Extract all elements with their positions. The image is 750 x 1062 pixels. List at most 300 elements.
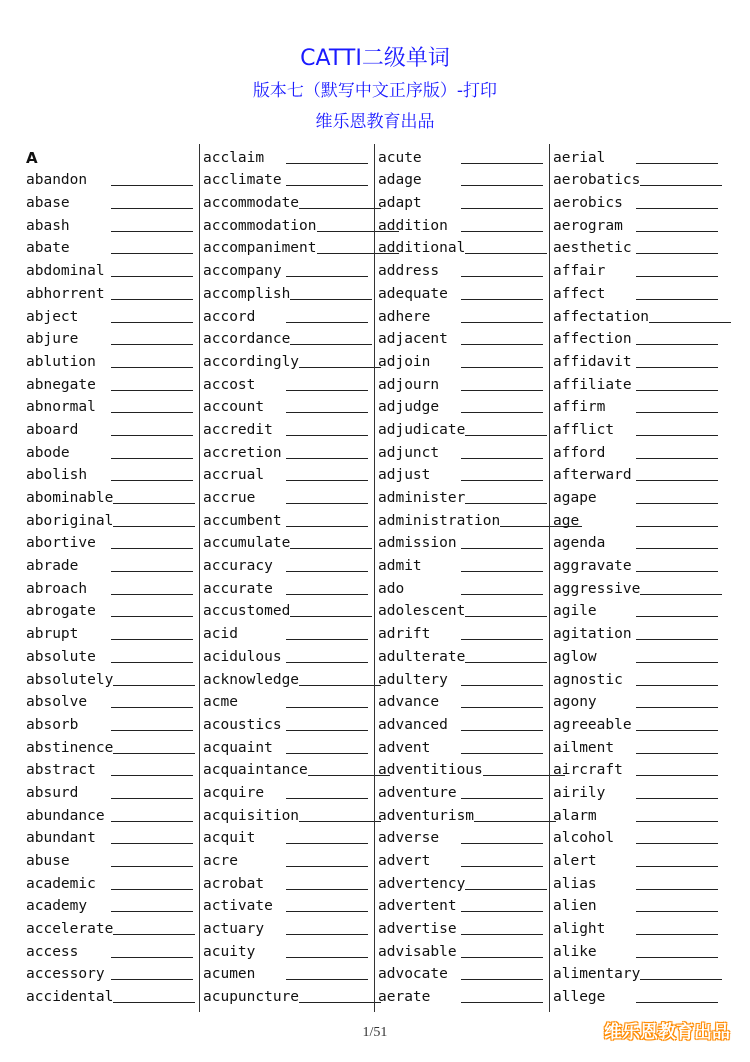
- word-label: abase: [26, 195, 70, 212]
- word-label: activate: [203, 898, 273, 915]
- answer-blank[interactable]: [636, 570, 718, 572]
- word-label: accelerate: [26, 921, 114, 938]
- answer-blank[interactable]: [461, 184, 543, 186]
- answer-blank[interactable]: [474, 820, 556, 822]
- answer-blank[interactable]: [299, 684, 381, 686]
- answer-blank[interactable]: [286, 888, 368, 890]
- answer-blank[interactable]: [111, 820, 193, 822]
- word-label: abstract: [26, 762, 96, 779]
- answer-blank[interactable]: [111, 615, 193, 617]
- answer-blank[interactable]: [636, 888, 718, 890]
- word-row: [203, 802, 374, 825]
- answer-blank[interactable]: [461, 910, 543, 912]
- word-row: [203, 462, 374, 485]
- answer-blank[interactable]: [113, 525, 195, 527]
- word-label: aglow: [553, 648, 597, 665]
- answer-blank[interactable]: [636, 298, 718, 300]
- answer-blank[interactable]: [290, 615, 372, 617]
- answer-blank[interactable]: [636, 275, 718, 277]
- answer-blank[interactable]: [299, 207, 381, 209]
- answer-blank[interactable]: [111, 275, 193, 277]
- word-label: acquaintance: [203, 762, 308, 779]
- word-label: abash: [26, 217, 70, 234]
- answer-blank[interactable]: [636, 706, 718, 708]
- answer-blank[interactable]: [111, 978, 193, 980]
- word-row: [553, 280, 724, 303]
- answer-blank[interactable]: [461, 547, 543, 549]
- word-row: [553, 825, 724, 848]
- answer-blank[interactable]: [465, 661, 547, 663]
- word-label: adverse: [378, 830, 440, 847]
- word-row: [203, 189, 374, 212]
- answer-blank[interactable]: [636, 729, 718, 731]
- word-label: afflict: [553, 421, 615, 438]
- word-row: [203, 893, 374, 916]
- answer-blank[interactable]: [111, 774, 193, 776]
- answer-blank[interactable]: [636, 638, 718, 640]
- word-row: [378, 598, 549, 621]
- word-row: [378, 303, 549, 326]
- word-row: [378, 620, 549, 643]
- answer-blank[interactable]: [286, 525, 368, 527]
- answer-blank[interactable]: [461, 865, 543, 867]
- answer-blank[interactable]: [111, 411, 193, 413]
- answer-blank[interactable]: [299, 820, 381, 822]
- answer-blank[interactable]: [636, 956, 718, 958]
- word-row: [378, 802, 549, 825]
- answer-blank[interactable]: [461, 162, 543, 164]
- answer-blank[interactable]: [111, 343, 193, 345]
- answer-blank[interactable]: [286, 321, 368, 323]
- word-label: abominable: [26, 490, 114, 506]
- answer-blank[interactable]: [286, 162, 368, 164]
- word-row: [203, 235, 374, 258]
- word-label: absurd: [26, 784, 79, 801]
- word-label: adjust: [378, 467, 431, 484]
- word-row: [26, 938, 199, 961]
- word-grid: [24, 144, 724, 1012]
- word-row: [553, 144, 724, 167]
- answer-blank[interactable]: [640, 184, 722, 186]
- answer-blank[interactable]: [286, 797, 368, 799]
- answer-blank[interactable]: [111, 842, 193, 844]
- answer-blank[interactable]: [286, 910, 368, 912]
- answer-blank[interactable]: [636, 684, 718, 686]
- answer-blank[interactable]: [111, 457, 193, 459]
- word-label: advert: [378, 853, 431, 869]
- word-label: administration: [378, 512, 501, 529]
- word-label: ado: [378, 580, 405, 597]
- word-row: [26, 416, 199, 439]
- answer-blank[interactable]: [299, 366, 381, 368]
- answer-blank[interactable]: [286, 865, 368, 867]
- answer-blank[interactable]: [649, 321, 731, 323]
- answer-blank[interactable]: [111, 956, 193, 958]
- word-row: [26, 326, 199, 349]
- word-label: aircraft: [553, 762, 623, 779]
- answer-blank[interactable]: [111, 888, 193, 890]
- word-row: [378, 348, 549, 371]
- answer-blank[interactable]: [461, 797, 543, 799]
- answer-blank[interactable]: [640, 978, 722, 980]
- answer-blank[interactable]: [636, 457, 718, 459]
- answer-blank[interactable]: [465, 888, 547, 890]
- answer-blank[interactable]: [461, 411, 543, 413]
- word-row: [203, 303, 374, 326]
- word-label: academy: [26, 898, 88, 915]
- word-label: adage: [378, 172, 422, 189]
- answer-blank[interactable]: [465, 434, 547, 436]
- answer-blank[interactable]: [286, 842, 368, 844]
- answer-blank[interactable]: [290, 343, 372, 345]
- word-label: advertency: [378, 875, 466, 892]
- answer-blank[interactable]: [636, 842, 718, 844]
- word-label: adultery: [378, 671, 448, 688]
- word-row: [26, 870, 199, 893]
- word-label: advertent: [378, 898, 457, 915]
- answer-blank[interactable]: [113, 933, 195, 935]
- word-row: [553, 643, 724, 666]
- answer-blank[interactable]: [636, 230, 718, 232]
- answer-blank[interactable]: [636, 1001, 718, 1003]
- answer-blank[interactable]: [636, 774, 718, 776]
- answer-blank[interactable]: [636, 661, 718, 663]
- word-row: [553, 915, 724, 938]
- answer-blank[interactable]: [636, 207, 718, 209]
- word-label: agitation: [553, 626, 632, 643]
- answer-blank[interactable]: [636, 502, 718, 504]
- word-row: [378, 326, 549, 349]
- word-row: [26, 915, 199, 938]
- word-label: agile: [553, 603, 597, 620]
- word-row: [26, 643, 199, 666]
- answer-blank[interactable]: [286, 638, 368, 640]
- word-row: [203, 280, 374, 303]
- word-row: [26, 212, 199, 235]
- publisher-line: 维乐恩教育出品: [315, 112, 435, 132]
- word-label: acumen: [203, 966, 256, 983]
- word-label: agony: [553, 694, 597, 711]
- answer-blank[interactable]: [111, 184, 193, 186]
- word-label: adrift: [378, 626, 431, 643]
- answer-blank[interactable]: [286, 593, 368, 595]
- answer-blank[interactable]: [111, 706, 193, 708]
- word-row: [378, 462, 549, 485]
- word-label: accredit: [203, 421, 273, 438]
- answer-blank[interactable]: [461, 343, 543, 345]
- word-label: aboard: [26, 421, 79, 438]
- answer-blank[interactable]: [111, 321, 193, 323]
- answer-blank[interactable]: [461, 978, 543, 980]
- word-row: [26, 893, 199, 916]
- answer-blank[interactable]: [465, 502, 547, 504]
- answer-blank[interactable]: [636, 615, 718, 617]
- word-row: [26, 348, 199, 371]
- answer-blank[interactable]: [286, 184, 368, 186]
- word-label: accuracy: [203, 558, 273, 575]
- answer-blank[interactable]: [111, 593, 193, 595]
- word-label: alert: [553, 853, 597, 869]
- word-row: [553, 734, 724, 757]
- answer-blank[interactable]: [461, 457, 543, 459]
- word-label: abstinence: [26, 739, 114, 756]
- word-row: [203, 620, 374, 643]
- word-row: [26, 734, 199, 757]
- answer-blank[interactable]: [636, 411, 718, 413]
- answer-blank[interactable]: [290, 547, 372, 549]
- answer-blank[interactable]: [286, 933, 368, 935]
- answer-blank[interactable]: [461, 275, 543, 277]
- word-row: [378, 847, 549, 870]
- word-label: absolute: [26, 648, 96, 665]
- answer-blank[interactable]: [461, 706, 543, 708]
- answer-blank[interactable]: [286, 434, 368, 436]
- answer-blank[interactable]: [286, 389, 368, 391]
- word-label: adventure: [378, 784, 457, 801]
- word-label: addition: [378, 217, 448, 234]
- word-row: [378, 711, 549, 734]
- answer-blank[interactable]: [286, 706, 368, 708]
- answer-blank[interactable]: [111, 661, 193, 663]
- answer-blank[interactable]: [111, 207, 193, 209]
- answer-blank[interactable]: [636, 933, 718, 935]
- word-row: [26, 303, 199, 326]
- word-label: agreeable: [553, 716, 632, 733]
- answer-blank[interactable]: [286, 956, 368, 958]
- word-column-1: [24, 144, 199, 1012]
- word-row: [26, 507, 199, 530]
- word-label: abolish: [26, 467, 88, 484]
- word-label: adulterate: [378, 648, 466, 665]
- answer-blank[interactable]: [636, 752, 718, 754]
- word-label: adolescent: [378, 603, 466, 620]
- word-label: absolutely: [26, 671, 114, 688]
- word-label: actuary: [203, 921, 265, 938]
- answer-blank[interactable]: [461, 570, 543, 572]
- answer-blank[interactable]: [286, 661, 368, 663]
- answer-blank[interactable]: [111, 389, 193, 391]
- answer-blank[interactable]: [636, 479, 718, 481]
- word-row: [203, 643, 374, 666]
- answer-blank[interactable]: [461, 752, 543, 754]
- answer-blank[interactable]: [286, 457, 368, 459]
- word-row: [26, 983, 199, 1006]
- answer-blank[interactable]: [461, 321, 543, 323]
- answer-blank[interactable]: [113, 1001, 195, 1003]
- word-label: accessory: [26, 966, 105, 983]
- word-label: alien: [553, 898, 597, 915]
- answer-blank[interactable]: [111, 797, 193, 799]
- answer-blank[interactable]: [286, 752, 368, 754]
- word-row: [553, 893, 724, 916]
- answer-blank[interactable]: [111, 252, 193, 254]
- answer-blank[interactable]: [111, 434, 193, 436]
- answer-blank[interactable]: [465, 252, 547, 254]
- word-label: accustomed: [203, 603, 291, 620]
- answer-blank[interactable]: [636, 162, 718, 164]
- answer-blank[interactable]: [461, 684, 543, 686]
- answer-blank[interactable]: [461, 638, 543, 640]
- word-label: aerial: [553, 149, 606, 166]
- answer-blank[interactable]: [461, 298, 543, 300]
- answer-blank[interactable]: [461, 230, 543, 232]
- word-label: abandon: [26, 172, 88, 189]
- word-label: alcohol: [553, 830, 615, 847]
- answer-blank[interactable]: [636, 865, 718, 867]
- word-label: administer: [378, 490, 466, 506]
- answer-blank[interactable]: [113, 684, 195, 686]
- word-label: aerate: [378, 989, 431, 1006]
- word-label: alike: [553, 943, 597, 960]
- answer-blank[interactable]: [636, 797, 718, 799]
- answer-blank[interactable]: [636, 343, 718, 345]
- word-row: [26, 257, 199, 280]
- answer-blank[interactable]: [461, 207, 543, 209]
- answer-blank[interactable]: [111, 298, 193, 300]
- answer-blank[interactable]: [461, 1001, 543, 1003]
- answer-blank[interactable]: [461, 842, 543, 844]
- answer-blank[interactable]: [286, 275, 368, 277]
- answer-blank[interactable]: [461, 593, 543, 595]
- answer-blank[interactable]: [461, 366, 543, 368]
- answer-blank[interactable]: [286, 502, 368, 504]
- answer-blank[interactable]: [111, 638, 193, 640]
- word-label: afford: [553, 444, 606, 461]
- word-row: [26, 280, 199, 303]
- word-label: adapt: [378, 195, 422, 212]
- word-row: [203, 371, 374, 394]
- answer-blank[interactable]: [461, 956, 543, 958]
- answer-blank[interactable]: [636, 547, 718, 549]
- word-label: affect: [553, 285, 606, 302]
- word-row: [553, 507, 724, 530]
- answer-blank[interactable]: [111, 570, 193, 572]
- word-label: acre: [203, 853, 238, 869]
- word-label: adjourn: [378, 376, 440, 393]
- word-label: affiliate: [553, 376, 632, 393]
- word-row: [378, 870, 549, 893]
- answer-blank[interactable]: [286, 479, 368, 481]
- word-row: [26, 961, 199, 984]
- answer-blank[interactable]: [286, 978, 368, 980]
- word-row: [203, 734, 374, 757]
- word-row: [553, 416, 724, 439]
- word-row: [378, 257, 549, 280]
- word-label: accrue: [203, 490, 256, 506]
- answer-blank[interactable]: [636, 525, 718, 527]
- word-row: [203, 779, 374, 802]
- word-label: advanced: [378, 716, 448, 733]
- answer-blank[interactable]: [636, 252, 718, 254]
- answer-blank[interactable]: [286, 570, 368, 572]
- word-row: [26, 802, 199, 825]
- word-row: [26, 530, 199, 553]
- word-row: [378, 439, 549, 462]
- answer-blank[interactable]: [111, 230, 193, 232]
- word-row: [203, 757, 374, 780]
- word-row: [378, 689, 549, 712]
- answer-blank[interactable]: [461, 389, 543, 391]
- answer-blank[interactable]: [636, 910, 718, 912]
- answer-blank[interactable]: [465, 615, 547, 617]
- word-row: [26, 757, 199, 780]
- word-label: adjacent: [378, 331, 448, 348]
- answer-blank[interactable]: [113, 502, 195, 504]
- word-label: affection: [553, 331, 632, 348]
- word-row: [26, 666, 199, 689]
- answer-blank[interactable]: [111, 910, 193, 912]
- answer-blank[interactable]: [636, 366, 718, 368]
- answer-blank[interactable]: [111, 865, 193, 867]
- answer-blank[interactable]: [111, 547, 193, 549]
- word-label: abrogate: [26, 603, 96, 620]
- word-label: acuity: [203, 943, 256, 960]
- word-row: [378, 734, 549, 757]
- word-row: [378, 779, 549, 802]
- word-row: [26, 711, 199, 734]
- word-label: acquire: [203, 784, 265, 801]
- word-label: acidulous: [203, 648, 282, 665]
- word-row: [26, 167, 199, 190]
- word-label: acme: [203, 694, 238, 711]
- answer-blank[interactable]: [636, 820, 718, 822]
- answer-blank[interactable]: [640, 593, 722, 595]
- word-label: affair: [553, 263, 606, 280]
- word-label: affectation: [553, 308, 650, 325]
- answer-blank[interactable]: [299, 1001, 381, 1003]
- word-label: accrual: [203, 467, 265, 484]
- word-label: alimentary: [553, 966, 641, 983]
- answer-blank[interactable]: [461, 933, 543, 935]
- word-label: account: [203, 399, 265, 416]
- word-label: aggressive: [553, 580, 641, 597]
- word-row: [203, 212, 374, 235]
- word-row: [26, 689, 199, 712]
- word-row: [26, 462, 199, 485]
- word-row: [553, 303, 724, 326]
- word-row: [26, 144, 199, 167]
- answer-blank[interactable]: [286, 729, 368, 731]
- word-row: [553, 938, 724, 961]
- word-label: adventitious: [378, 762, 483, 779]
- word-label: adjudge: [378, 399, 440, 416]
- word-label: abnegate: [26, 376, 96, 393]
- answer-blank[interactable]: [461, 479, 543, 481]
- answer-blank[interactable]: [636, 434, 718, 436]
- answer-blank[interactable]: [111, 729, 193, 731]
- answer-blank[interactable]: [113, 752, 195, 754]
- word-row: [26, 847, 199, 870]
- word-row: [553, 870, 724, 893]
- word-label: accumulate: [203, 535, 291, 552]
- word-label: acute: [378, 149, 422, 166]
- word-row: [26, 620, 199, 643]
- page-number: 1/51: [362, 1025, 388, 1040]
- word-label: alias: [553, 875, 597, 892]
- answer-blank[interactable]: [290, 298, 372, 300]
- answer-blank[interactable]: [111, 366, 193, 368]
- answer-blank[interactable]: [461, 729, 543, 731]
- word-row: [378, 371, 549, 394]
- word-label: abject: [26, 308, 79, 325]
- word-label: aerobatics: [553, 172, 641, 189]
- word-column-4: [549, 144, 724, 1012]
- answer-blank[interactable]: [286, 411, 368, 413]
- answer-blank[interactable]: [636, 389, 718, 391]
- word-label: abrupt: [26, 626, 79, 643]
- answer-blank[interactable]: [111, 479, 193, 481]
- word-row: [378, 507, 549, 530]
